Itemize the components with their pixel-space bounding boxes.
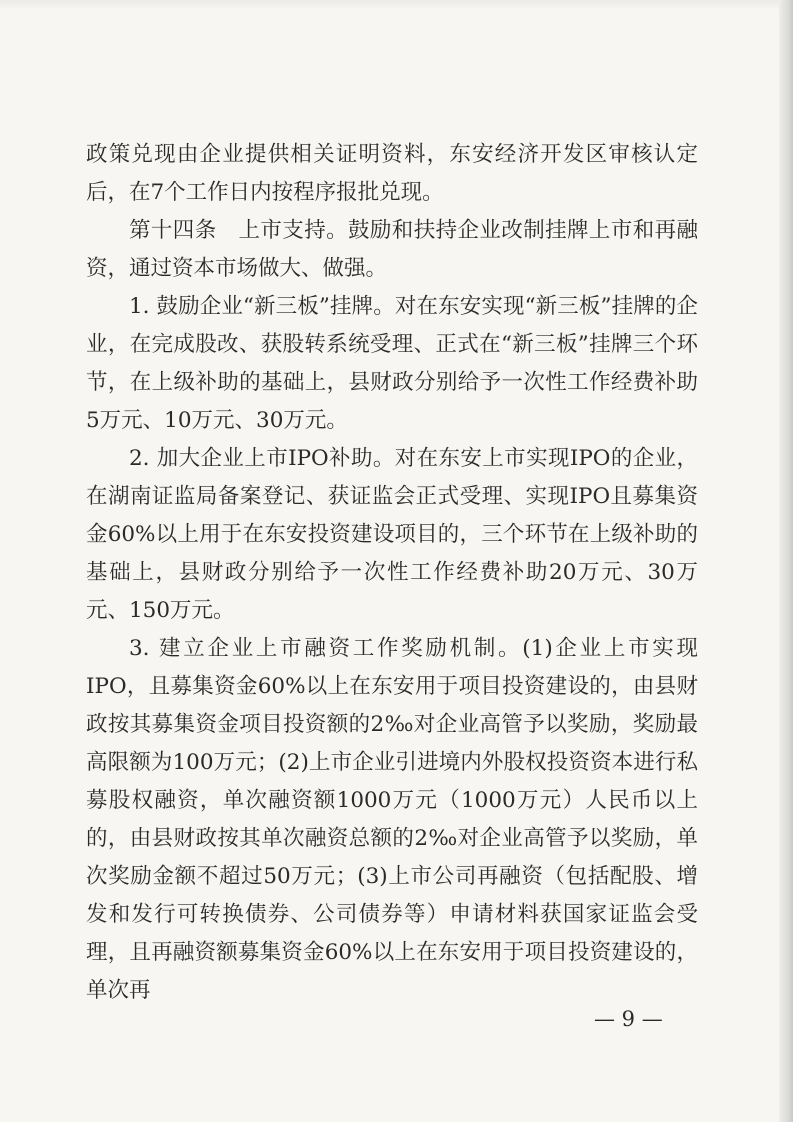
scan-shadow-top xyxy=(0,0,793,10)
paragraph-article-14: 第十四条 上市支持。鼓励和扶持企业改制挂牌上市和再融资，通过资本市场做大、做强。 xyxy=(86,218,698,281)
paragraph-policy-redemption: 政策兑现由企业提供相关证明资料，东安经济开发区审核认定后，在7个工作日内按程序报批兑现。 xyxy=(86,142,698,205)
document-body xyxy=(86,136,698,1010)
paragraph-item-3-reward-mechanism: 3. 建立企业上市融资工作奖励机制。(1)企业上市实现IPO，且募集资金60%以上在东安用于项目投资建设的，由县财政按其募集资金项目投资额的2‰对企业高管予以奖励，奖励最高限额为100万元；(2)上市企业引进境内外股权投资资本进行私募股权融资，单次融资额1000万元（1000万元）人民币以上的，由县财政按其单次融资总额的2‰对企业高管予以奖励，单次奖励金额不超过50万元；(3)上市公司再融资（包括配股、增发和发行可转换债券、公司债券等）申请材料获国家证监会受理，且再融资额募集资金60%以上在东安用于项目投资建设的，单次再 xyxy=(86,636,698,1003)
paragraph-item-2-ipo-subsidy: 2. 加大企业上市IPO补助。对在东安上市实现IPO的企业，在湖南证监局备案登记、获证监会正式受理、实现IPO且募集资金60%以上用于在东安投资建设项目的，三个环节在上级补助的基础上，县财政分别给予一次性工作经费补助20万元、30万元、150万元。 xyxy=(86,446,698,623)
scan-shadow-right-edge xyxy=(779,0,793,1122)
page-number: — 9 — xyxy=(594,1007,663,1031)
paragraph-item-1-new-third-board: 1. 鼓励企业“新三板”挂牌。对在东安实现“新三板”挂牌的企业，在完成股改、获股转系统受理、正式在“新三板”挂牌三个环节，在上级补助的基础上，县财政分别给予一次性工作经费补助5万元、10万元、30万元。 xyxy=(86,294,698,433)
